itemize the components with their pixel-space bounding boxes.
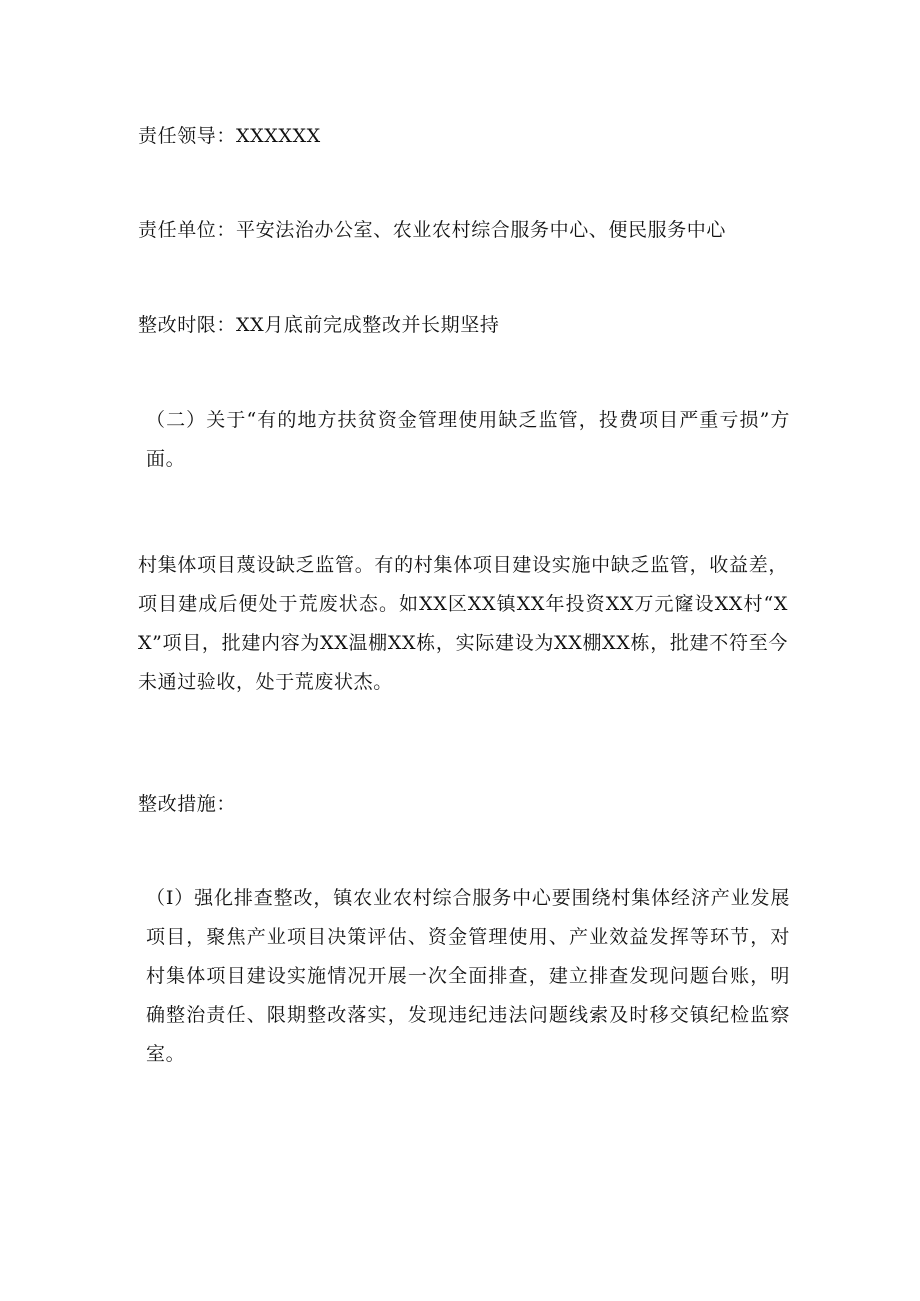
problem-description-paragraph: 村集体项目蔑设缺乏监管。有的村集体项目建设实施中缺乏监管，收益差，项目建成后便处于荒废状态。如XX区XX镇XX年投资XX万元窿设XX村“XX”项目，批建内容为XX温棚XX栋，实际建设为XX棚XX栋，批建不符至今未通过验收，处于荒废状杰。 bbox=[138, 554, 788, 693]
rectification-measures-label: 整改措施： bbox=[138, 793, 237, 815]
responsible-leader-line: 责任领导：XXXXXX bbox=[138, 125, 321, 147]
responsible-unit-line: 责任单位：平安法治办公室、农业农村综合服务中心、便民服务中心 bbox=[138, 219, 727, 241]
section-heading: （二）关于“有的地方扶贫资金管理使用缺乏监管，投费项目严重亏损”方面。 bbox=[146, 409, 790, 470]
rectification-deadline-line: 整改时限：XX月底前完成整改并长期坚持 bbox=[138, 314, 500, 336]
measure-item-paragraph: （I）强化排查整改，镇农业农村综合服务中心要围绕村集体经济产业发展项目，聚焦产业项目决策评估、资金管理使用、产业效益发挥等环节，对村集体项目建设实施情况开展一次全面排查，建立排查发现问题台账，明确整治责任、限期整改落实，发现违纪违法问题线索及时移交镇纪检监察室。 bbox=[146, 887, 790, 1065]
